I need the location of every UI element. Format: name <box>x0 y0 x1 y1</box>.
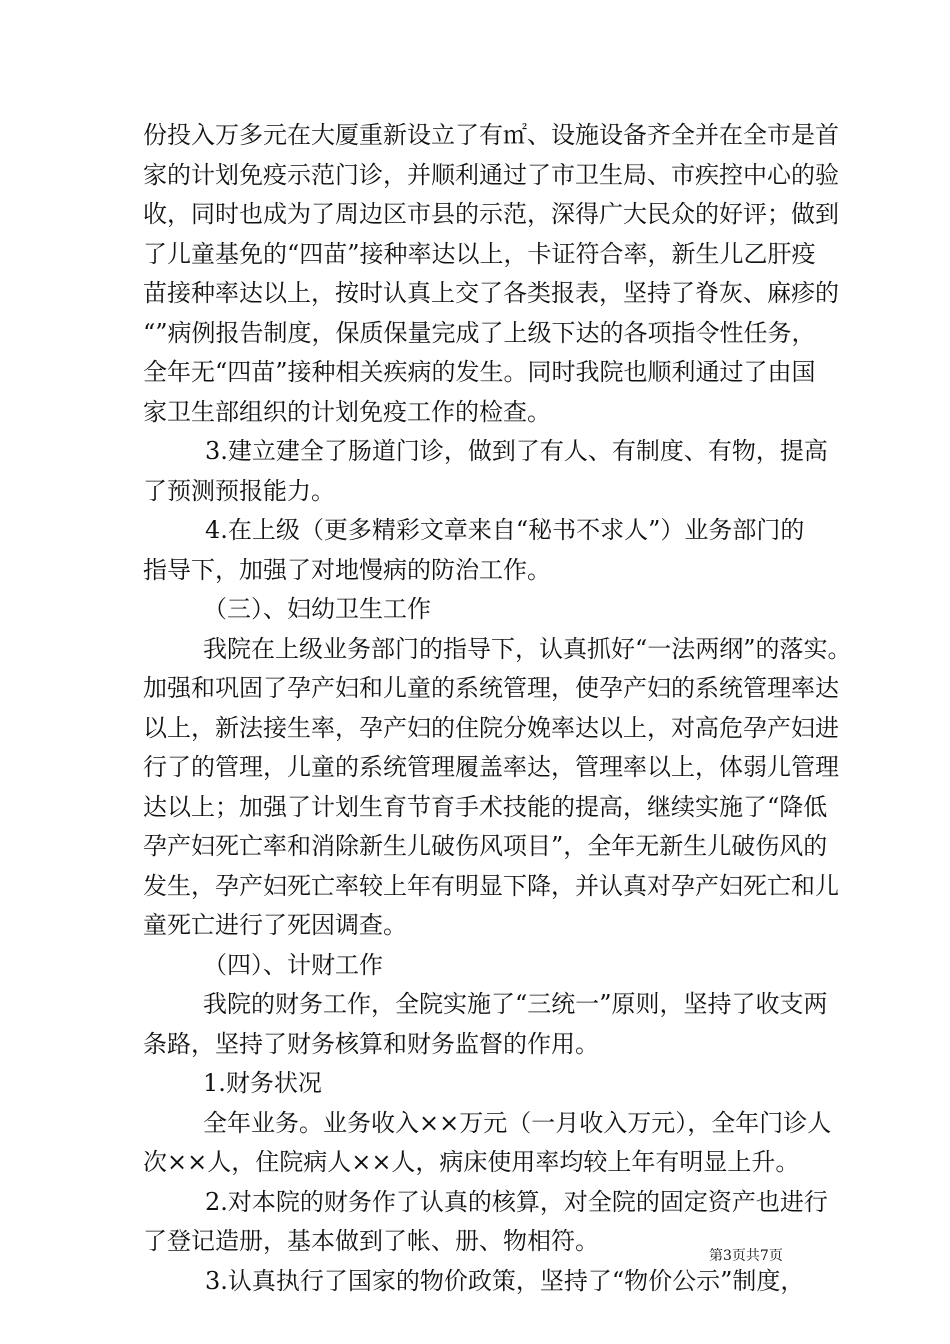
paragraph-line: 我院在上级业务部门的指导下，认真抓好“一法两纲”的落实。 <box>203 635 852 663</box>
paragraph-line: 全年业务。业务收入××万元（一月收入万元），全年门诊人 <box>203 1109 832 1137</box>
paragraph-line: 家的计划免疫示范门诊，并顺利通过了市卫生局、市疾控中心的验 <box>143 161 839 189</box>
paragraph-line: 童死亡进行了死因调查。 <box>143 911 407 939</box>
paragraph-line: 发生，孕产妇死亡率较上年有明显下降，并认真对孕产妇死亡和儿 <box>143 872 839 900</box>
paragraph-line: 次××人，住院病人××人，病床使用率均较上年有明显上升。 <box>143 1148 800 1176</box>
section-heading: （三）、妇幼卫生工作 <box>203 595 431 623</box>
paragraph-line: 3.建立建全了肠道门诊，做到了有人、有制度、有物，提高 <box>205 437 828 465</box>
section-heading: （四）、计财工作 <box>203 951 383 979</box>
paragraph-line: 以上，新法接生率，孕产妇的住院分娩率达以上，对高危孕产妇进 <box>143 714 839 742</box>
paragraph-line: 家卫生部组织的计划免疫工作的检查。 <box>143 398 551 426</box>
paragraph-line: 苗接种率达以上，按时认真上交了各类报表，坚持了脊灰、麻疹的 <box>143 279 839 307</box>
paragraph-line: 2.对本院的财务作了认真的核算，对全院的固定资产也进行 <box>205 1188 828 1216</box>
paragraph-line: 达以上；加强了计划生育节育手术技能的提高，继续实施了“降低 <box>143 793 828 821</box>
paragraph-line: 条路，坚持了财务核算和财务监督的作用。 <box>143 1030 599 1058</box>
paragraph-line: 加强和巩固了孕产妇和儿童的系统管理，使孕产妇的系统管理率达 <box>143 674 839 702</box>
paragraph-line: 了登记造册，基本做到了帐、册、物相符。 <box>143 1227 599 1255</box>
paragraph-line: 我院的财务工作，全院实施了“三统一”原则，坚持了收支两 <box>203 990 828 1018</box>
paragraph-line: 3.认真执行了国家的物价政策，坚持了“物价公示”制度， <box>205 1267 805 1295</box>
paragraph-line: 收，同时也成为了周边区市县的示范，深得广大民众的好评；做到 <box>143 200 839 228</box>
paragraph-line: 份投入万多元在大厦重新设立了有㎡、设施设备齐全并在全市是首 <box>143 121 839 149</box>
paragraph-line: 了预测预报能力。 <box>143 477 335 505</box>
paragraph-line: “”病例报告制度，保质保量完成了上级下达的各项指令性任务， <box>143 319 816 347</box>
paragraph-line: 行了的管理，儿童的系统管理履盖率达，管理率以上，体弱儿管理 <box>143 753 839 781</box>
paragraph-line: 指导下，加强了对地慢病的防治工作。 <box>143 556 551 584</box>
page-footer: 第3页共7页 <box>709 1248 783 1264</box>
paragraph-line: 孕产妇死亡率和消除新生儿破伤风项目”，全年无新生儿破伤风的 <box>143 832 828 860</box>
paragraph-line: 4.在上级（更多精彩文章来自“秘书不求人”）业务部门的 <box>205 516 805 544</box>
paragraph-line: 全年无“四苗”接种相关疾病的发生。同时我院也顺利通过了由国 <box>143 358 816 386</box>
subsection-heading: 1.财务状况 <box>203 1069 322 1097</box>
paragraph-line: 了儿童基免的“四苗”接种率达以上，卡证符合率，新生儿乙肝疫 <box>143 240 816 268</box>
